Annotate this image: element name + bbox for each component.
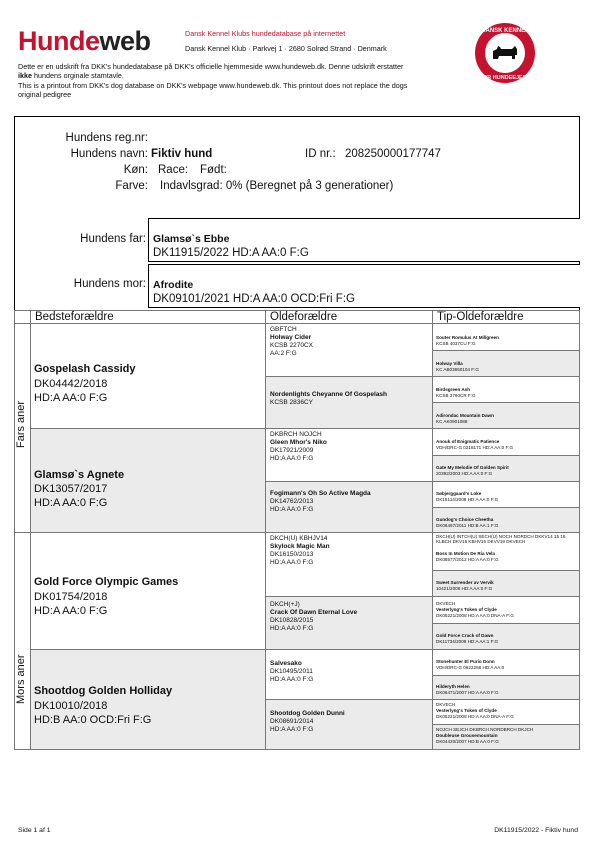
gggp-name: Vesterlyng's Token of Clyde: [436, 708, 497, 713]
grandparent-cell-1: [30, 323, 266, 429]
side-mother-cell: [14, 532, 31, 750]
ggp-reg: DK16150/2013: [270, 551, 314, 558]
ggp-title: GBFTCH: [270, 326, 297, 333]
ggp-reg: KCSB 2836CY: [270, 399, 313, 406]
ggp-name: Gleen Mhor's Niko: [270, 439, 327, 446]
ggp-health: HD:A AA:0 F:G: [270, 455, 314, 462]
gggp-name: Vesterlyng's Token of Clyde: [436, 607, 497, 612]
gggp-name: Boss In Motion De Ria Vela: [436, 551, 495, 556]
gggp-title: DKVECH: [436, 702, 456, 707]
name-label: Hundens navn:: [70, 148, 148, 160]
inbreeding: Indavlsgrad: 0% (Beregnet på 3 generationer): [160, 180, 394, 192]
disclaimer-english-line2: original pedigree: [18, 90, 72, 99]
footer-page: Side 1 af 1: [18, 827, 51, 834]
gggp-cell-5: [432, 428, 580, 456]
side-mother-label: Mors aner: [15, 654, 27, 704]
father-label: Hundens far:: [80, 233, 146, 245]
ggp-cell-2: [265, 376, 433, 429]
ggp-reg: KCSB 2270CX: [270, 342, 313, 349]
id-value: 208250000177747: [345, 148, 441, 160]
grandparent-reg: DK01754/2018: [34, 591, 108, 603]
gggp-info: DK04420/2007 HD:B AA:0 F:G: [436, 739, 499, 744]
gggp-info: KCSB 4037CU F:G: [436, 341, 476, 346]
gggp-name: Stonehunter El Purio Donn: [436, 659, 495, 664]
logo-part-web: web: [99, 26, 151, 56]
dog-name: Fiktiv hund: [151, 148, 213, 160]
grandparent-reg: DK13057/2017: [34, 483, 108, 495]
grandparent-reg: DK04442/2018: [34, 378, 108, 390]
ggp-title: DKBRCH NOJCH: [270, 431, 322, 438]
disclaimer-bold: ikke: [18, 71, 32, 80]
grandparent-cell-4: [30, 649, 266, 750]
gggp-name: Søbjerggaard's Loke: [436, 491, 482, 496]
grandparent-health: HD:A AA:0 F:G: [34, 605, 108, 617]
sex-label: Køn:: [123, 164, 148, 176]
ggp-cell-8: [265, 699, 433, 750]
gggp-cell-1: [432, 323, 580, 351]
ggp-name: Salvesako: [270, 660, 302, 667]
gggp-name: Doubleuse Grousemountain: [436, 733, 498, 738]
header-address: Dansk Kennel Klub · Parkvej 1 · 2680 Solrød Strand · Denmark: [185, 44, 387, 53]
ggp-name: Skylock Magic Man: [270, 543, 330, 550]
gggp-cell-6: [432, 455, 580, 482]
gggp-name: Gundog's Choice Cheetha: [436, 517, 494, 522]
grandparent-name: Gospelash Cassidy: [34, 363, 136, 375]
ggp-name: Shootdog Golden Dunni: [270, 710, 345, 717]
ggp-name: Holway Cider: [270, 334, 312, 341]
gggp-info: DK06471/2007 HD:A AA:0 F:G: [436, 690, 499, 695]
father-info: DK11915/2022 HD:A AA:0 F:G: [153, 247, 309, 259]
gggp-info: 20392/2003 HD:A AA:0 F:G: [436, 471, 493, 476]
ggp-name: Nordenlights Cheyanne Of Gospelash: [270, 391, 388, 398]
ggp-name: Crack Of Dawn Eternal Love: [270, 609, 358, 616]
gggp-cell-13: [432, 649, 580, 676]
ggp-health: HD:A AA:0 F:G: [270, 676, 314, 683]
grandparent-name: Shootdog Golden Holliday: [34, 685, 173, 697]
ggp-health: HD:A AA:0 F:G: [270, 559, 314, 566]
gggp-cell-9: [432, 532, 580, 571]
footer-ref: DK11915/2022 - Fiktiv hund: [494, 827, 578, 834]
grandparent-health: HD:A AA:0 F:G: [34, 392, 108, 404]
gggp-info: DK05221/2008 HD:A AA:0 DNA-A F:G: [436, 613, 514, 618]
ggp-reg: DK14762/2013: [270, 498, 314, 505]
mother-box: [148, 264, 580, 308]
gggp-title: DKVECH: [436, 601, 456, 606]
reg-label: Hundens reg.nr:: [65, 132, 148, 144]
gggp-cell-16: [432, 724, 580, 750]
ggp-reg: DK17921/2009: [270, 447, 314, 454]
logo-part-hunde: Hunde: [18, 26, 100, 56]
ggp-health: HD:A AA:0 F:G: [270, 726, 314, 733]
ggp-reg: DK10495/2011: [270, 668, 313, 675]
gggp-info: KC AK0901088: [436, 419, 468, 424]
grandparent-health: HD:A AA:0 F:G: [34, 497, 108, 509]
gggp-title: DKCH(U) INTCH(U) SECH(U) NOCH NORDCH DKKV14 15 16 KLBCH DKV15 KBHV16 DKVV19 DKVECH: [436, 534, 566, 545]
gggp-name: Sweet Surrender av Vervik: [436, 580, 494, 585]
gggp-info: VDH/DRC-G 0622258 HD:A AA:0: [436, 665, 505, 670]
gggp-title: NOJCH SEJCH DKBRCH NORDBRCH DKJCH: [436, 727, 534, 732]
gggp-cell-15: [432, 699, 580, 725]
side-father-label: Fars aner: [15, 400, 27, 448]
grandparent-reg: DK10010/2018: [34, 700, 108, 712]
ggp-health: HD:A AA:0 F:G: [270, 625, 314, 632]
gggp-name: Holway Villa: [436, 361, 463, 366]
col-gggp: Tip-Oldeforældre: [432, 310, 580, 324]
gggp-name: Birdsgreen Ash: [436, 387, 471, 392]
grandparent-name: Glamsø`s Agnete: [34, 469, 125, 481]
gggp-cell-7: [432, 481, 580, 508]
gggp-info: DK06467/2011 HD:B AA:1 F:G: [436, 523, 499, 528]
svg-text:FOR HUNDEEJERE: FOR HUNDEEJERE: [479, 75, 531, 81]
gggp-cell-10: [432, 570, 580, 597]
ggp-cell-4: [265, 481, 433, 533]
gggp-info: VDH/DRC-G 0218171 HD:A AA:0 F:G: [436, 445, 514, 450]
mother-info: DK09101/2021 HD:A AA:0 OCD:Fri F:G: [153, 293, 355, 305]
ggp-name: Fogimann's Oh So Active Magda: [270, 490, 371, 497]
gggp-name: Adirondac Mountain Dawn: [436, 413, 494, 418]
hundeweb-logo: [18, 28, 151, 55]
gggp-info: DK15114/2008 HD:A AA:0 F:G: [436, 497, 499, 502]
id-label: ID nr.:: [305, 148, 336, 160]
father-name: Glamsø`s Ebbe: [153, 233, 230, 245]
race-label: Race:: [158, 164, 189, 176]
gggp-cell-8: [432, 507, 580, 533]
disclaimer-danish-rest: hundens orginale stamtavle.: [32, 71, 124, 80]
dkk-badge-icon: [474, 22, 536, 84]
grandparent-cell-3: [30, 532, 266, 650]
ggp-title: DKCH(U) KBHJV14: [270, 535, 328, 542]
gggp-cell-4: [432, 402, 580, 429]
gggp-name: Hilderyth Helen: [436, 684, 470, 689]
color-label: Farve:: [115, 180, 148, 192]
ggp-reg: DK08691/2014: [270, 718, 314, 725]
gggp-name: Souter Romulus At Millgreen: [436, 335, 499, 340]
gggp-name: Gold Force Crack of Dawn: [436, 633, 494, 638]
born-label: Født:: [200, 164, 227, 176]
ggp-cell-5: [265, 532, 433, 597]
gggp-name: Gate My Melodie Of Golden Spirit: [436, 465, 509, 470]
gggp-info: KC AB03650104 F:G: [436, 367, 479, 372]
disclaimer-danish-line2: [18, 71, 478, 80]
gggp-cell-2: [432, 350, 580, 377]
gggp-cell-14: [432, 675, 580, 700]
gggp-cell-3: [432, 376, 580, 403]
father-box: [148, 218, 580, 262]
ggp-cell-1: [265, 323, 433, 377]
grandparent-cell-2: [30, 428, 266, 533]
ggp-reg: DK10828/2015: [270, 617, 314, 624]
disclaimer-english-line1: This is a printout from DKK's dog database on DKK's webpage www.hundeweb.dk. This printout does not replace the dogs: [18, 81, 408, 90]
mother-label: Hundens mor:: [73, 278, 146, 290]
ggp-health: AA:2 F:G: [270, 350, 297, 357]
grandparent-health: HD:B AA:0 OCD:Fri F:G: [34, 714, 152, 726]
ggp-cell-7: [265, 649, 433, 700]
disclaimer-danish-line1: Dette er en udskrift fra DKK's hundedatabase på DKK's officielle hjemmeside www.hundeweb.dk. Denne udskrift erstatter: [18, 62, 404, 71]
header-title: Dansk Kennel Klubs hundedatabase på internettet: [185, 29, 346, 38]
ggp-cell-3: [265, 428, 433, 482]
svg-text:DANSK KENNEL: DANSK KENNEL: [481, 28, 529, 34]
ggp-title: DKCH(+J): [270, 601, 300, 608]
gggp-info: DK05221/2008 HD:A AA:0 DNA-A F:G: [436, 714, 514, 719]
gggp-info: 10421/2006 HD:A AA:0 F:G: [436, 586, 493, 591]
gggp-info: KCSB 3760CR F:G: [436, 393, 476, 398]
gggp-cell-12: [432, 623, 580, 650]
mother-name: Afrodite: [153, 279, 194, 291]
gggp-info: DK11734/2009 HD:A AA:1 F:G: [436, 639, 499, 644]
gggp-info: DK08577/2012 HD:A AA:0 F:G: [436, 557, 499, 562]
grandparent-name: Gold Force Olympic Games: [34, 576, 179, 588]
ggp-cell-6: [265, 596, 433, 650]
gggp-cell-11: [432, 596, 580, 624]
col-ggp: Oldeforældre: [265, 310, 433, 324]
gggp-name: Anouk of Enigmatic Patience: [436, 439, 500, 444]
col-grandparents: Bedsteforældre: [30, 310, 266, 324]
ggp-health: HD:A AA:0 F:G: [270, 506, 314, 513]
header-spacer: [14, 310, 31, 324]
